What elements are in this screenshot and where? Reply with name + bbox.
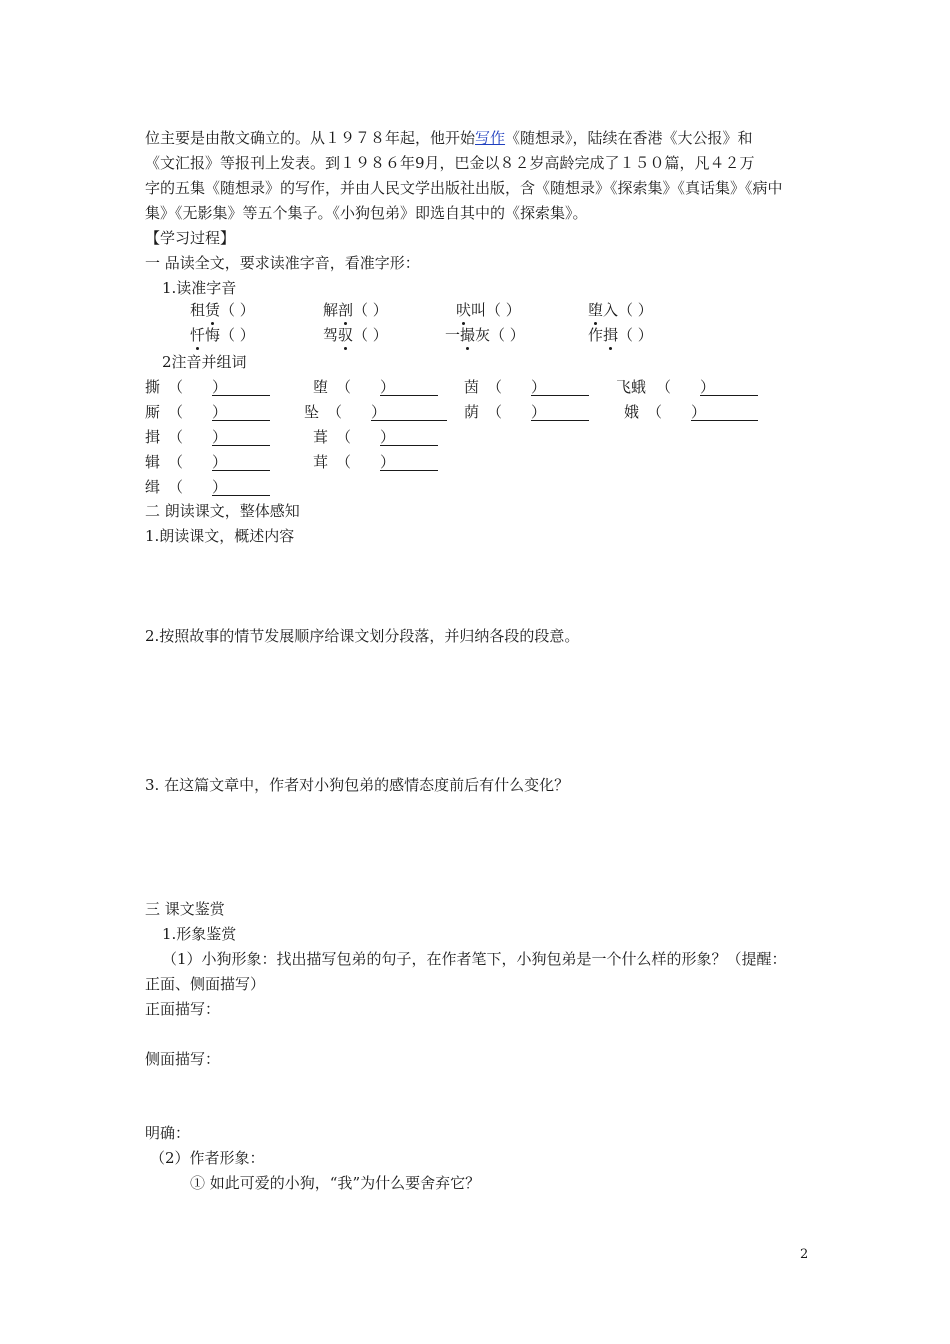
section1-sub1: 1.读准字音 xyxy=(162,279,237,297)
pron-item-4: 堕入（ ） xyxy=(588,301,653,319)
pron-item-3: 吠叫（ ） xyxy=(456,301,521,319)
word-qi: 葺 xyxy=(313,428,329,446)
pron-item-5: 忏悔（ ） xyxy=(190,326,255,344)
clarify-label: 明确： xyxy=(145,1124,191,1142)
paren-left: （ xyxy=(327,403,343,421)
word-si2: 厮 xyxy=(145,403,161,421)
word-rong: 茸 xyxy=(313,453,329,471)
section3-q2-1: ① 如此可爱的小狗，“我”为什么要舍弃它？ xyxy=(190,1174,481,1192)
answer-blank[interactable]: ） xyxy=(212,477,270,496)
answer-blank[interactable]: ） xyxy=(691,402,758,421)
word-duo: 堕 xyxy=(313,378,329,396)
word-zhui: 坠 xyxy=(304,403,320,421)
paren-left: （ xyxy=(487,378,503,396)
word-feie: 飞蛾 xyxy=(616,378,647,396)
answer-blank[interactable]: ） xyxy=(212,377,270,396)
section2-q2: 2.按照故事的情节发展顺序给课文划分段落，并归纳各段的段意。 xyxy=(145,627,580,645)
process-title: 【学习过程】 xyxy=(145,229,236,247)
section2-q1: 1.朗读课文，概述内容 xyxy=(145,527,295,545)
paren-left: （ xyxy=(656,378,672,396)
paren-left: （ xyxy=(168,428,184,446)
answer-blank[interactable]: ） xyxy=(380,427,438,446)
paren-left: （ xyxy=(487,403,503,421)
section3-q1a: （1）小狗形象：找出描写包弟的句子，在作者笔下，小狗包弟是一个什么样的形象？（提醒： xyxy=(162,950,787,968)
intro-line-1: 位主要是由散文确立的。从１９７８年起，他开始写作《随想录》，陆续在香港《大公报》和 xyxy=(145,129,753,147)
word-yin2: 荫 xyxy=(464,403,480,421)
word-ji2: 缉 xyxy=(145,478,161,496)
answer-blank[interactable]: ） xyxy=(531,402,589,421)
section3-sub1: 1.形象鉴赏 xyxy=(162,925,237,943)
paren-left: （ xyxy=(336,428,352,446)
section3-q2: （2）作者形象： xyxy=(150,1149,265,1167)
section2-q3: 3. 在这篇文章中，作者对小狗包弟的感情态度前后有什么变化？ xyxy=(145,776,570,794)
word-ji: 辑 xyxy=(145,453,161,471)
word-yi: 揖 xyxy=(145,428,161,446)
pron-item-2: 解剖（ ） xyxy=(323,301,388,319)
answer-blank[interactable]: ） xyxy=(212,452,270,471)
pron-item-1: 租赁（ ） xyxy=(190,301,255,319)
paren-left: （ xyxy=(168,378,184,396)
paren-left: （ xyxy=(168,453,184,471)
pron-item-8: 作揖（ ） xyxy=(588,326,653,344)
intro-line-2: 《文汇报》等报刊上发表。到１９８６年9月，巴金以８２岁高龄完成了１５０篇，凡４２万 xyxy=(145,154,755,172)
paren-left: （ xyxy=(168,403,184,421)
section3-q1b: 正面、侧面描写） xyxy=(145,975,266,993)
answer-blank[interactable]: ） xyxy=(212,402,270,421)
section1-sub2: 2注音并组词 xyxy=(162,353,247,371)
front-description-label: 正面描写： xyxy=(145,1000,221,1018)
word-yin: 茵 xyxy=(464,378,480,396)
pron-item-6: 驾驭（ ） xyxy=(323,326,388,344)
side-description-label: 侧面描写： xyxy=(145,1050,221,1068)
paren-left: （ xyxy=(647,403,663,421)
section3-title: 三 课文鉴赏 xyxy=(145,900,225,918)
answer-blank[interactable]: ） xyxy=(212,427,270,446)
answer-blank[interactable]: ） xyxy=(380,452,438,471)
word-si: 撕 xyxy=(145,378,161,396)
intro-line-4: 集》《无影集》等五个集子。《小狗包弟》即选自其中的《探索集》。 xyxy=(145,204,588,222)
intro-line-3: 字的五集《随想录》的写作，并由人民文学出版社出版，含《随想录》《探索集》《真话集》《病中 xyxy=(145,179,783,197)
answer-blank[interactable]: ） xyxy=(380,377,438,396)
answer-blank[interactable]: ） xyxy=(531,377,589,396)
answer-blank[interactable]: ） xyxy=(371,402,447,421)
page-number: 2 xyxy=(800,1247,809,1262)
paren-left: （ xyxy=(168,478,184,496)
paren-left: （ xyxy=(336,378,352,396)
section1-title: 一 品读全文，要求读准字音，看准字形： xyxy=(145,254,420,272)
section2-title: 二 朗读课文，整体感知 xyxy=(145,502,300,520)
word-e: 娥 xyxy=(624,403,640,421)
answer-blank[interactable]: ） xyxy=(700,377,758,396)
paren-left: （ xyxy=(336,453,352,471)
writing-link[interactable]: 写作 xyxy=(475,129,506,147)
pron-item-7: 一撮灰（ ） xyxy=(445,326,525,344)
